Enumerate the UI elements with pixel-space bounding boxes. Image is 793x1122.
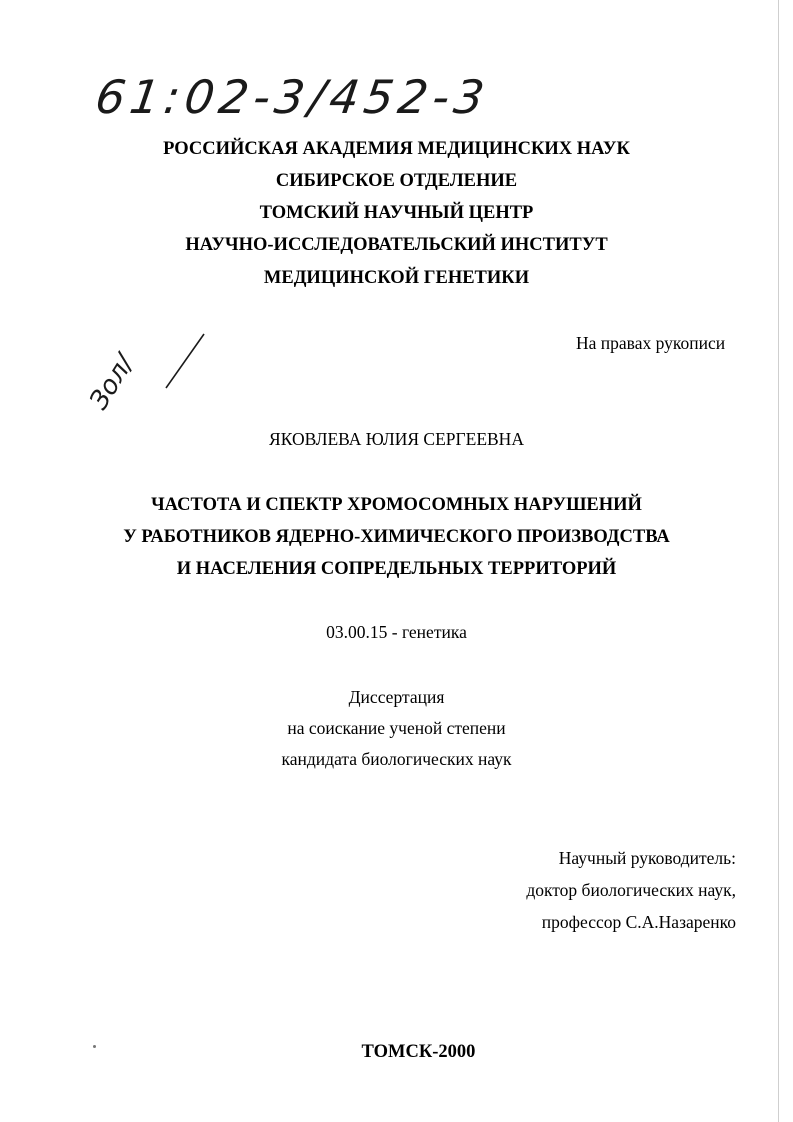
institution-line-5: МЕДИЦИНСКОЙ ГЕНЕТИКИ: [263, 268, 530, 288]
supervisor-heading: Научный руководитель:: [558, 848, 736, 868]
supervisor-name: профессор С.А.Назаренко: [541, 912, 736, 932]
specialty-code: 03.00.15 - генетика: [326, 622, 467, 642]
supervisor-degree: доктор биологических наук,: [526, 880, 736, 900]
degree-line-3: кандидата биологических наук: [281, 749, 512, 769]
institution-line-1: РОССИЙСКАЯ АКАДЕМИЯ МЕДИЦИНСКИХ НАУК: [163, 139, 630, 159]
degree-line-2: на соискание ученой степени: [287, 718, 506, 738]
handwritten-catalog-code: 61:02-3/452-3: [92, 70, 493, 124]
institution-line-3: ТОМСКИЙ НАУЧНЫЙ ЦЕНТР: [259, 203, 534, 223]
dissertation-title-line-2: У РАБОТНИКОВ ЯДЕРНО-ХИМИЧЕСКОГО ПРОИЗВОДСТВА: [123, 527, 670, 547]
institution-line-2: СИБИРСКОЕ ОТДЕЛЕНИЕ: [275, 171, 518, 191]
author-name: ЯКОВЛЕВА ЮЛИЯ СЕРГЕЕВНА: [269, 429, 524, 449]
dissertation-title-line-1: ЧАСТОТА И СПЕКТР ХРОМОСОМНЫХ НАРУШЕНИЙ: [151, 495, 642, 515]
institution-line-4: НАУЧНО-ИССЛЕДОВАТЕЛЬСКИЙ ИНСТИТУТ: [185, 235, 608, 255]
handwritten-signature: Зол/: [100, 330, 220, 430]
degree-line-1: Диссертация: [348, 687, 445, 707]
manuscript-rights-note: На правах рукописи: [576, 333, 726, 353]
dissertation-title-line-3: И НАСЕЛЕНИЯ СОПРЕДЕЛЬНЫХ ТЕРРИТОРИЙ: [176, 559, 617, 579]
city-year: ТОМСК-2000: [361, 1042, 476, 1062]
